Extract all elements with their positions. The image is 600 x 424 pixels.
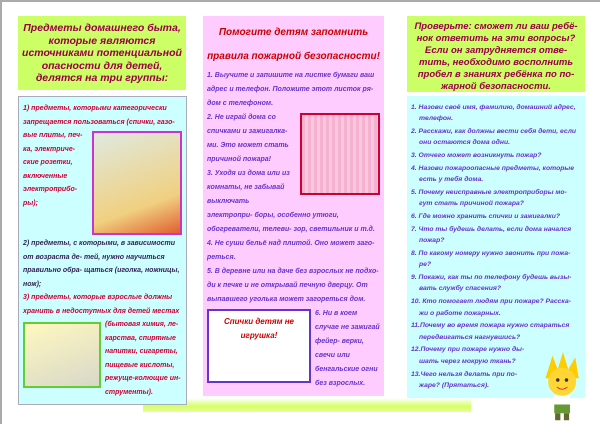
col1-title: Предметы домашнего быта, которые являются источниками потенциальной опасности для детей, делятся на три группы: — [18, 16, 186, 90]
rule-2: 2. Не играй дома со спичками и зажигалка- ми. Это может стать причиной пожара! — [207, 114, 289, 163]
poster-text: Спички детям не игрушка! — [223, 317, 295, 340]
illustration-boy-with-matches — [92, 131, 182, 235]
rule-3: 3. Уходя из дома или из комнаты, не забывай выключать электропри- боры, особенно утюги, обогреватели, телеви- зор, светильник и т.д. — [207, 170, 375, 233]
illustration-girl-iron — [300, 113, 380, 195]
rule-1: 1. Выучите и запишите на листке бумаги ваш адрес и телефон. Положите этот листок ря- дом с телефоном. — [207, 72, 375, 107]
question: 12.Почему при пожаре нужно ды- шать через мокрую ткань? — [411, 346, 525, 365]
question: 11.Почему во время пожара нужно стараться передвигаться нагнувшись? — [411, 322, 570, 341]
illustration-boy-with-medicine — [23, 322, 101, 388]
question: 3. Отчего может возникнуть пожар? — [411, 152, 542, 160]
question: 10. Кто помогает людям при пожаре? Расска- жи о работе пожарных. — [411, 298, 572, 317]
question: 2. Расскажи, как должны вести себя дети, если они остаются дома одни. — [411, 128, 577, 147]
col3-title: Проверьте: сможет ли ваш ребё- нок ответить на эти вопросы? Если он затрудняется отве- тить, необходимо восполнить пробел в знаниях ребёнка по по- жарной безопасности. — [407, 16, 585, 92]
group3-text-b: (бытовая химия, ле- карства, спиртные напитки, сигареты, пищевые кислоты, режуще-колющие ин- струменты). — [105, 321, 181, 396]
group1-text-b: вые плиты, печ- ка, электриче- ские розетки, включенные электроприбо- ры); — [23, 132, 83, 207]
question: 4. Назови пожароопасные предметы, которые есть у тебя дома. — [411, 164, 574, 184]
rule-6: 6. Ни в коем случае не зажигай фейер- верки, свечи или бенгальские огни без взрослых. — [315, 310, 380, 387]
fire-mascot-illustration — [535, 352, 591, 422]
question: 5. Почему неисправные электроприборы мо- гут стать причиной пожара? — [411, 189, 567, 208]
group1-text-a: 1) предметы, которыми категорически запрещается пользоваться (спички, газо- — [23, 105, 175, 126]
group2-text: 2) предметы, с которыми, в зависимости от возраста де- тей, нужно научиться правильно обра- щаться (иголка, ножницы, нож); — [23, 240, 180, 288]
rule-5: 5. В деревне или на даче без взрослых не подхо- ди к печке и не открывай печную дверцу. От выпавшего уголька может загореться дом. — [207, 268, 379, 303]
group3-text-a: 3) предметы, которые взрослые должны хранить в недоступных для детей местах — [23, 294, 180, 315]
col2-rules — [203, 16, 384, 396]
question: 6. Где можно хранить спички и зажигалки? — [411, 213, 561, 221]
question: 8. По какому номеру нужно звонить при пожа- ре? — [411, 250, 571, 269]
col1-groups — [18, 96, 187, 405]
col2-title-1: Помогите детям запомнить — [218, 27, 369, 38]
question: 13.Чего нельзя делать при по- жаре? (Прятаться). — [411, 370, 518, 389]
question: 1. Назови своё имя, фамилию, домашний адрес, телефон. — [411, 104, 576, 123]
question: 7. Что ты будешь делать, если дома начался пожар? — [411, 225, 572, 245]
col2-title-2: правила пожарной безопасности! — [207, 51, 380, 62]
poster-matches-not-toys — [207, 309, 311, 383]
question: 9. Покажи, как ты по телефону будешь вызы- вать службу спасения? — [411, 274, 572, 293]
decorative-green-band — [143, 398, 471, 412]
rule-4: 4. Не суши бельё над плитой. Оно может заго- реться. — [207, 240, 375, 261]
